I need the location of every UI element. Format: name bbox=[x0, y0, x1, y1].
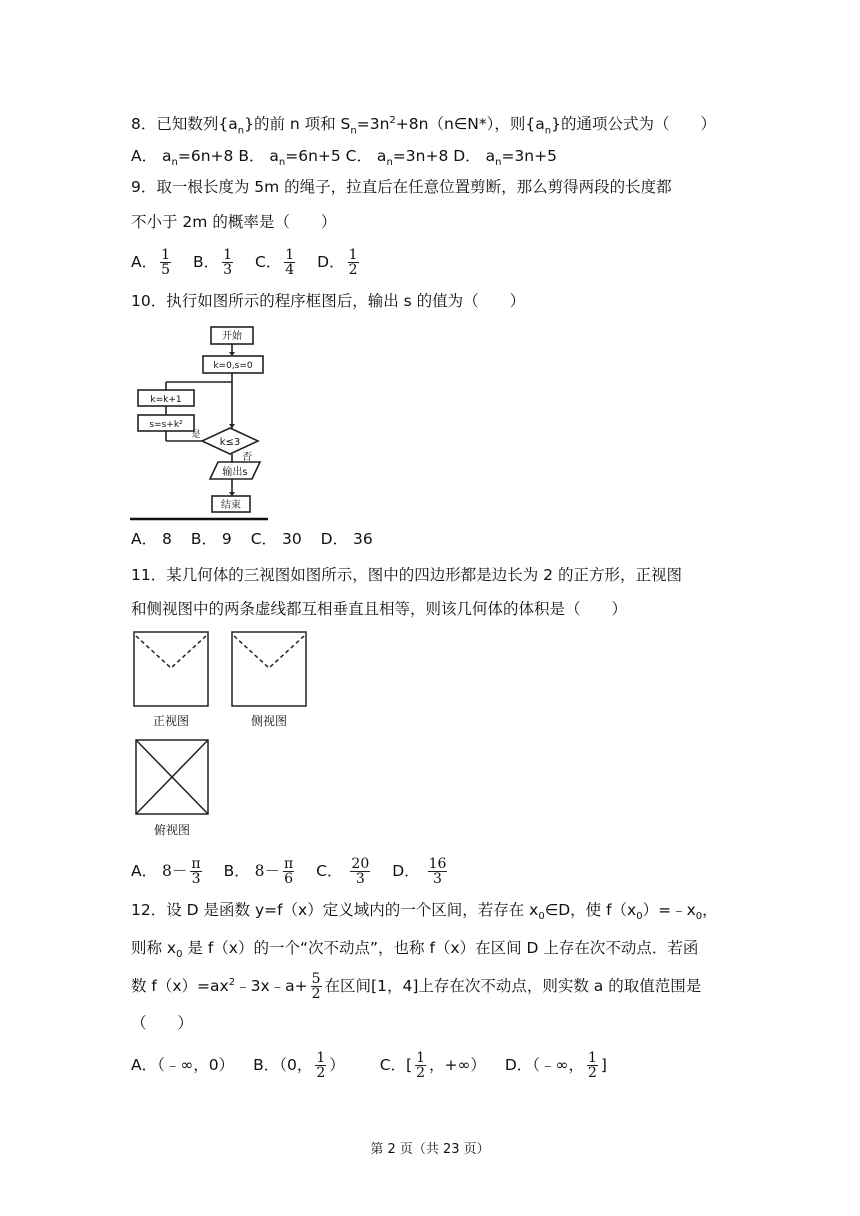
q11-stem-line1: 11．某几何体的三视图如图所示，图中的四边形都是边长为 2 的正方形，正视图 bbox=[131, 566, 682, 584]
flow-end-label: 结束 bbox=[221, 500, 241, 511]
q11-option-b: B． 8－ $\frac{\pi}{6}$ bbox=[223, 856, 294, 887]
q10-option-a: A． 8 bbox=[131, 530, 172, 548]
q9-stem-line1: 9．取一根长度为 5m 的绳子，拉直后在任意位置剪断，那么剪得两段的长度都 bbox=[131, 178, 672, 196]
side-view-dashes bbox=[234, 636, 304, 668]
q11-option-d: D． $\frac{16}{3}$ bbox=[392, 856, 447, 887]
q12-option-d: D．（﹣∞， $\frac{1}{2}$ ] bbox=[504, 1050, 607, 1081]
q12-line1: 12．设 D 是函数 y=f（x）定义域内的一个区间，若存在 $x_0\in D$，使 $f(x_0)=﹣x_0$， bbox=[131, 901, 718, 923]
q12-line3: 数 $f(x)=ax^2﹣3x﹣a+$ $\frac{5}{2}$ 在区间[1，4]上存在次不动点，则实数 a 的取值范围是 bbox=[131, 971, 702, 1003]
q12-option-c: C．[ $\frac{1}{2}$ ，+∞） bbox=[379, 1050, 486, 1081]
flow-inc-label: k=k+1 bbox=[150, 395, 182, 405]
q11-option-a: A． 8－ $\frac{\pi}{3}$ bbox=[131, 856, 201, 887]
q9-option-c: C． $\frac{1}{4}$ bbox=[254, 247, 295, 278]
q12-line4: （ ） bbox=[131, 1014, 194, 1032]
page-footer: 第 2 页（共 23 页） bbox=[370, 1142, 490, 1157]
q11-options bbox=[131, 857, 450, 886]
flow-no-label: 否 bbox=[242, 452, 252, 463]
q9-option-b: B． $\frac{1}{3}$ bbox=[192, 247, 233, 278]
front-view-square bbox=[134, 632, 208, 706]
q12-option-b: B．（0， $\frac{1}{2}$ ） bbox=[253, 1050, 345, 1081]
top-view-caption: 俯视图 bbox=[153, 823, 191, 837]
q10-options bbox=[131, 528, 373, 550]
side-view-square bbox=[232, 632, 306, 706]
flow-start-label: 开始 bbox=[222, 331, 242, 342]
q10-option-c: C． 30 bbox=[250, 530, 302, 548]
q9-option-d: D． $\frac{1}{2}$ bbox=[317, 247, 358, 278]
flow-yes-label: 是 bbox=[191, 430, 201, 440]
q12-options bbox=[131, 1051, 607, 1080]
q12-option-a: A．（﹣∞，0） bbox=[131, 1056, 235, 1074]
q12-line2: 则称 $x_0$ 是 f（x）的一个“次不动点”，也称 f（x）在区间 D 上存在次不动点．若函 bbox=[131, 939, 699, 961]
q9-options bbox=[131, 248, 362, 277]
flow-output-label: 输出s bbox=[222, 467, 248, 478]
flow-cond-label: k≤3 bbox=[219, 437, 241, 448]
q9-option-a: A． $\frac{1}{5}$ bbox=[131, 247, 171, 278]
q11-stem-line2: 和侧视图中的两条虚线都互相垂直且相等，则该几何体的体积是（ ） bbox=[131, 600, 628, 618]
flowchart bbox=[130, 322, 270, 522]
q9-stem-line2: 不小于 2m 的概率是（ ） bbox=[131, 213, 337, 231]
front-view-caption: 正视图 bbox=[152, 714, 190, 728]
q10-option-d: D． 36 bbox=[320, 530, 373, 548]
q8-options: A． $a_n=6n+8$ B． $a_n=6n+5$ C． $a_n=3n+8$ D． $a_n=3n+5$ bbox=[131, 147, 557, 169]
flow-init-label: k=0,s=0 bbox=[213, 361, 253, 371]
q10-option-b: B． 9 bbox=[190, 530, 232, 548]
front-view-dashes bbox=[136, 636, 206, 668]
three-views-figure bbox=[128, 628, 318, 844]
flow-acc-label: s=s+k² bbox=[149, 420, 183, 430]
q10-stem: 10．执行如图所示的程序框图后，输出 s 的值为（ ） bbox=[131, 292, 526, 310]
side-view-caption: 侧视图 bbox=[250, 714, 288, 728]
q11-option-c: C． $\frac{20}{3}$ bbox=[316, 856, 370, 887]
q8-stem: 8．已知数列$\{a_n\}$的前 n 项和 $S_n=3n^2+8n(n\in N*)$，则$\{a_n\}$的通项公式为（ ） bbox=[131, 115, 716, 137]
